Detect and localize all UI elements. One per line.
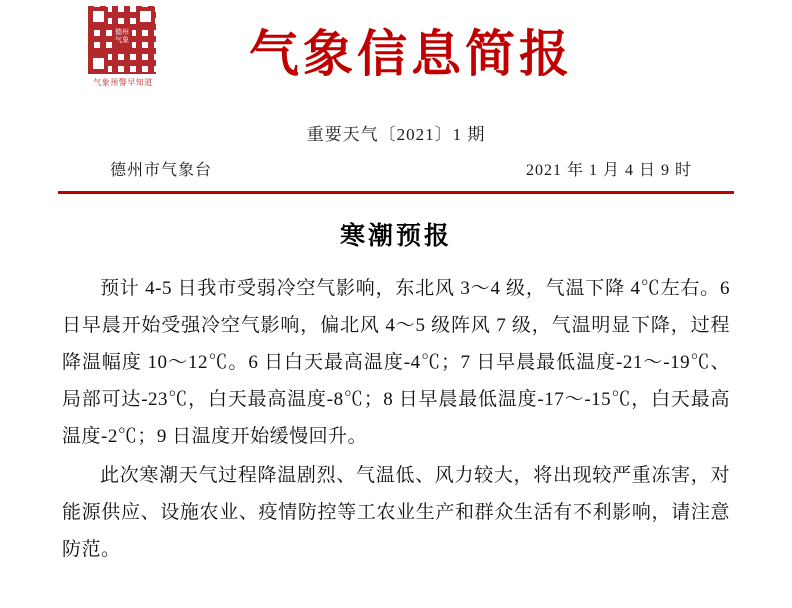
masthead-title: 气象信息简报 — [249, 24, 573, 83]
issuer-row — [58, 157, 734, 183]
page-title: 寒潮预报 — [339, 221, 452, 250]
issue-number-line: 重要天气〔2021〕1 期 — [306, 125, 486, 144]
body-paragraph: 预计 4-5 日我市受弱冷空气影响，东北风 3～4 级，气温下降 4℃左右。6 日早晨开始受强冷空气影响，偏北风 4～5 级阵风 7 级，气温明显下降，过程降温幅度 10～12℃。6 日白天最高温度-4℃；7 日早晨最低温度-21～-19℃、局部可达-23℃，白天最高温度-8℃；8 日早晨最低温度-17～-15℃，白天最高温度-2℃；9 日温度开始缓慢回升。 — [62, 278, 730, 447]
masthead — [0, 0, 792, 108]
document-body — [62, 270, 730, 568]
issue-datetime: 2021 年 1 月 4 日 9 时 — [525, 162, 692, 179]
qr-caption: 气象预警早知道 — [93, 78, 153, 87]
red-divider — [58, 191, 734, 194]
body-paragraph: 此次寒潮天气过程降温剧烈、气温低、风力较大，将出现较严重冻害，对能源供应、设施农业、疫情防控等工农业生产和群众生活有不利影响，请注意防范。 — [62, 465, 730, 560]
issuing-organization: 德州市气象台 — [110, 162, 213, 179]
qr-center-label: 德州气象 — [112, 28, 132, 52]
